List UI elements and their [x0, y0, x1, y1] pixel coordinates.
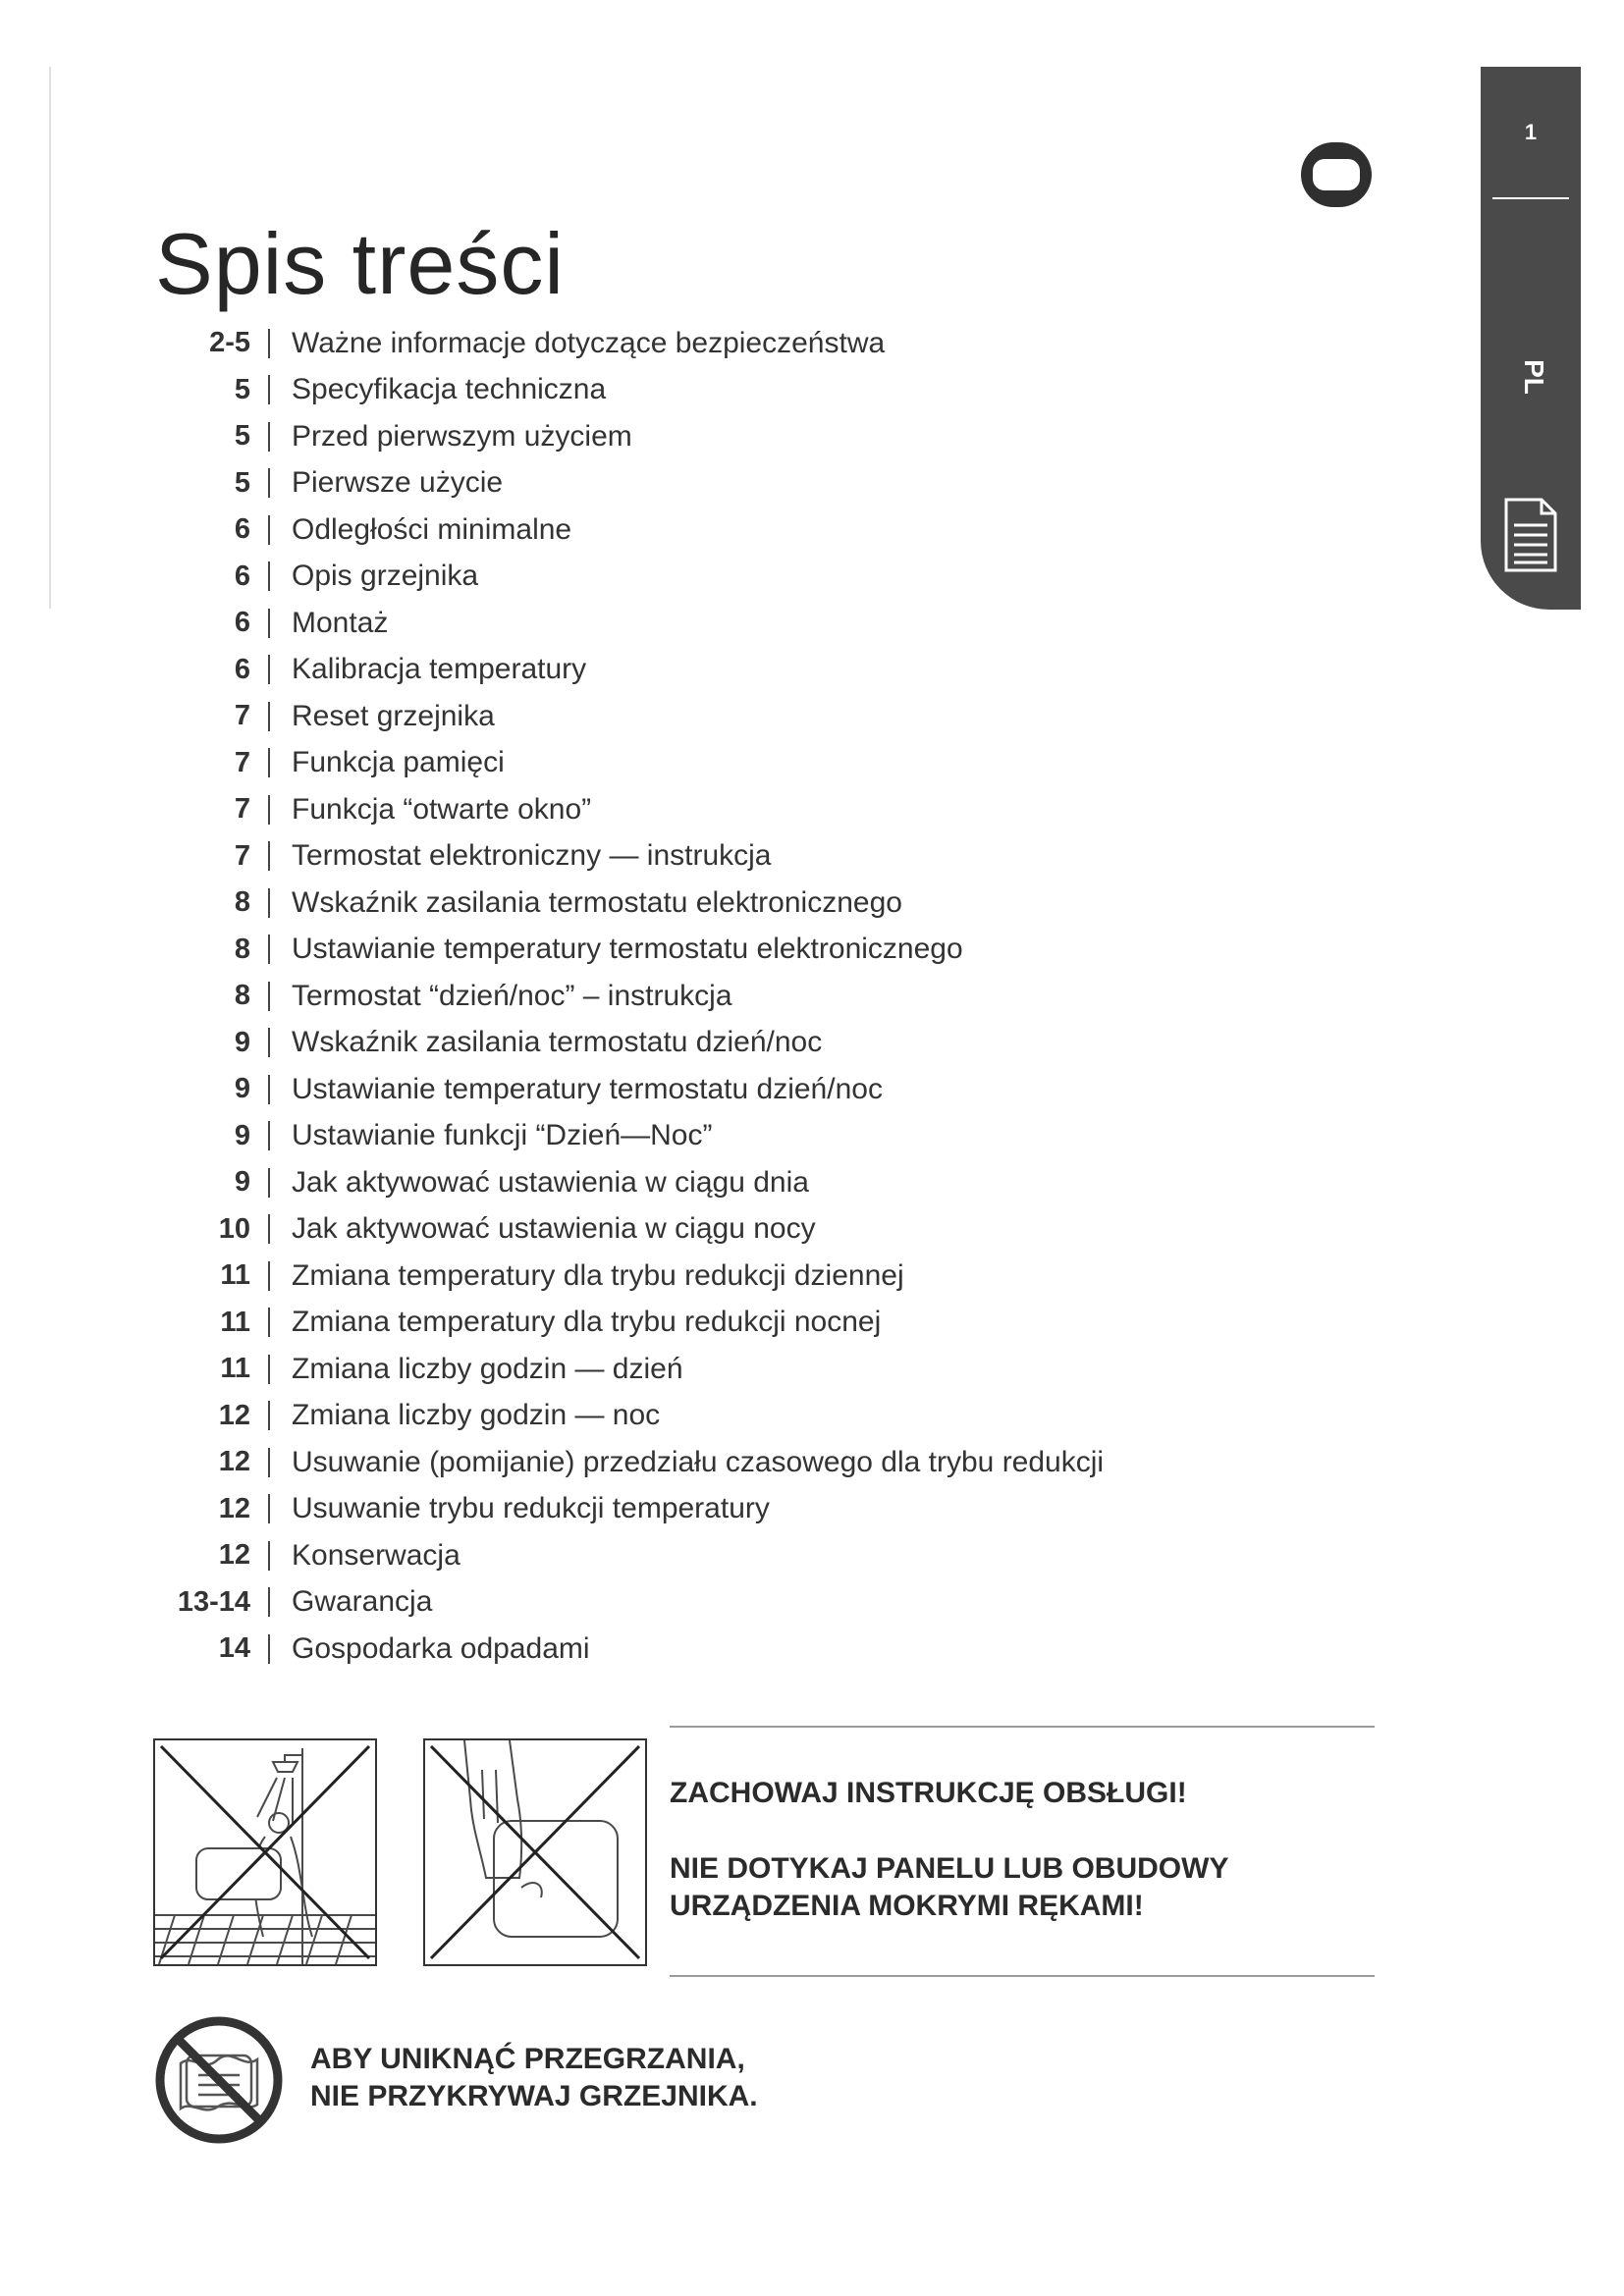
toc-separator — [268, 1401, 270, 1430]
toc-entry-label: Gwarancja — [292, 1585, 433, 1619]
toc-page-number: 9 — [234, 1166, 250, 1199]
toc-separator — [268, 1494, 270, 1523]
toc-entry-label: Usuwanie (pomijanie) przedziału czasowego dla trybu redukcji — [292, 1445, 1105, 1478]
toc-separator — [268, 1028, 270, 1057]
toc-page-number: 6 — [234, 607, 250, 639]
toc-entry-label: Ustawianie funkcji “Dzień—Noc” — [292, 1119, 713, 1152]
toc-entry-label: Opis grzejnika — [292, 560, 479, 593]
toc-entry-label: Usuwanie trybu redukcji temperatury — [292, 1492, 770, 1525]
toc-row — [147, 880, 1227, 927]
no-cover-warning-line-2: NIE PRZYKRYWAJ GRZEJNIKA. — [310, 2080, 758, 2112]
toc-row — [147, 1439, 1227, 1486]
toc-separator — [268, 1308, 270, 1337]
no-cover-warning — [310, 2041, 758, 2115]
toc-row — [147, 1066, 1227, 1113]
toc-page-number: 12 — [218, 1492, 250, 1524]
toc-entry-label: Ustawianie temperatury termostatu dzień/noc — [292, 1072, 883, 1105]
toc-row — [147, 693, 1227, 740]
toc-entry-label: Wskaźnik zasilania termostatu elektronicznego — [292, 885, 902, 919]
toc-row — [147, 1393, 1227, 1440]
warning-top-rule — [670, 1726, 1375, 1728]
toc-row — [147, 1253, 1227, 1300]
no-cover-warning-line-1: ABY UNIKNĄĆ PRZEGRZANIA, — [310, 2043, 745, 2075]
keep-instructions-warning: ZACHOWAJ INSTRUKCJĘ OBSŁUGI! — [670, 1777, 1187, 1809]
toc-row — [147, 1346, 1227, 1393]
toc-entry-label: Specyfikacja techniczna — [292, 373, 607, 406]
toc-entry-label: Funkcja “otwarte okno” — [292, 792, 592, 826]
toc-row — [147, 320, 1227, 367]
toc-entry-label: Reset grzejnika — [292, 699, 495, 732]
toc-entry-label: Funkcja pamięci — [292, 746, 505, 779]
toc-page-number: 5 — [234, 420, 250, 453]
toc-separator — [268, 1168, 270, 1198]
toc-separator — [268, 982, 270, 1011]
toc-entry-label: Przed pierwszym użyciem — [292, 419, 632, 453]
toc-entry-label: Zmiana temperatury dla trybu redukcji nocnej — [292, 1306, 882, 1339]
toc-page-number: 9 — [234, 1026, 250, 1058]
toc-row — [147, 833, 1227, 881]
toc-entry-label: Termostat “dzień/noc” – instrukcja — [292, 979, 732, 1012]
toc-page-number: 12 — [218, 1539, 250, 1572]
toc-separator — [268, 1261, 270, 1291]
toc-separator — [268, 1075, 270, 1104]
toc-entry-label: Gospodarka odpadami — [292, 1631, 590, 1665]
toc-row — [147, 1206, 1227, 1254]
toc-page-number: 12 — [218, 1399, 250, 1431]
toc-separator — [268, 1448, 270, 1477]
toc-separator — [268, 468, 270, 498]
toc-entry-label: Pierwsze użycie — [292, 466, 504, 500]
toc-page-number: 6 — [234, 653, 250, 685]
toc-separator — [268, 515, 270, 545]
table-of-contents — [147, 320, 1227, 1673]
toc-entry-label: Zmiana liczby godzin — noc — [292, 1399, 661, 1432]
toc-row — [147, 367, 1227, 414]
toc-entry-label: Jak aktywować ustawienia w ciągu dnia — [292, 1165, 809, 1199]
toc-page-number: 11 — [220, 1306, 250, 1338]
toc-page-number: 8 — [234, 933, 250, 965]
toc-separator — [268, 1121, 270, 1150]
toc-separator — [268, 934, 270, 964]
toc-page-number: 14 — [218, 1632, 250, 1665]
page-title: Spis treści — [155, 215, 565, 312]
toc-page-number: 9 — [234, 1119, 250, 1151]
toc-entry-label: Odległości minimalne — [292, 512, 572, 546]
toc-page-number: 13-14 — [177, 1585, 250, 1618]
toc-separator — [268, 702, 270, 731]
toc-row — [147, 973, 1227, 1020]
toc-page-number: 6 — [234, 560, 250, 592]
left-margin-rule — [49, 67, 51, 609]
toc-separator — [268, 375, 270, 404]
toc-page-number: 11 — [220, 1259, 250, 1292]
toc-page-number: 10 — [218, 1212, 250, 1245]
toc-page-number: 9 — [234, 1073, 250, 1105]
toc-entry-label: Kalibracja temperatury — [292, 653, 587, 686]
toc-entry-label: Zmiana temperatury dla trybu redukcji dziennej — [292, 1258, 904, 1292]
toc-row — [147, 647, 1227, 694]
toc-separator — [268, 1634, 270, 1664]
toc-row — [147, 1300, 1227, 1347]
toc-row — [147, 600, 1227, 647]
wet-hands-warning-line-2: URZĄDZENIA MOKRYMI RĘKAMI! — [670, 1890, 1144, 1922]
toc-page-number: 7 — [234, 793, 250, 826]
toc-separator — [268, 561, 270, 591]
toc-entry-label: Montaż — [292, 606, 389, 639]
toc-page-number: 5 — [234, 466, 250, 499]
toc-separator — [268, 1587, 270, 1617]
toc-page-number: 5 — [234, 373, 250, 405]
toc-row — [147, 1159, 1227, 1206]
toc-separator — [268, 1541, 270, 1571]
toc-page-number: 11 — [220, 1353, 250, 1385]
toc-page-number: 6 — [234, 513, 250, 546]
toc-separator — [268, 888, 270, 918]
brand-logo-icon — [1296, 137, 1377, 212]
toc-separator — [268, 1355, 270, 1384]
toc-separator — [268, 1214, 270, 1244]
toc-row — [147, 413, 1227, 460]
toc-page-number: 8 — [234, 886, 250, 919]
toc-entry-label: Ustawianie temperatury termostatu elektronicznego — [292, 933, 963, 966]
toc-row — [147, 554, 1227, 601]
toc-row — [147, 1113, 1227, 1160]
document-icon — [1498, 496, 1561, 574]
wet-hands-warning-line-1: NIE DOTYKAJ PANELU LUB OBUDOWY — [670, 1852, 1229, 1885]
side-tab — [1481, 67, 1581, 610]
toc-page-number: 7 — [234, 746, 250, 778]
toc-row — [147, 460, 1227, 507]
toc-separator — [268, 609, 270, 638]
toc-row — [147, 1532, 1227, 1579]
toc-page-number: 2-5 — [209, 327, 250, 359]
toc-entry-label: Jak aktywować ustawienia w ciągu nocy — [292, 1212, 816, 1246]
toc-entry-label: Termostat elektroniczny — instrukcja — [292, 839, 772, 873]
no-shower-pictogram — [153, 1738, 377, 1966]
toc-row — [147, 507, 1227, 554]
toc-page-number: 7 — [234, 700, 250, 732]
toc-separator — [268, 329, 270, 358]
toc-entry-label: Wskaźnik zasilania termostatu dzień/noc — [292, 1026, 823, 1059]
toc-entry-label: Zmiana liczby godzin — dzień — [292, 1352, 683, 1385]
no-wet-hands-pictogram — [423, 1738, 647, 1966]
toc-row — [147, 786, 1227, 833]
toc-separator — [268, 422, 270, 452]
toc-entry-label: Ważne informacje dotyczące bezpieczeństwa — [292, 326, 886, 359]
toc-separator — [268, 841, 270, 871]
toc-row — [147, 1579, 1227, 1627]
page-number: 1 — [1524, 120, 1538, 144]
toc-row — [147, 1486, 1227, 1533]
toc-entry-label: Konserwacja — [292, 1538, 460, 1572]
language-code: PL — [1519, 359, 1549, 395]
toc-page-number: 7 — [234, 839, 250, 872]
toc-separator — [268, 655, 270, 684]
toc-row — [147, 740, 1227, 787]
warning-bottom-rule — [670, 1975, 1375, 1977]
toc-separator — [268, 795, 270, 825]
toc-page-number: 12 — [218, 1446, 250, 1478]
toc-row — [147, 1020, 1227, 1067]
tab-divider — [1492, 197, 1569, 199]
do-not-cover-icon — [153, 2014, 285, 2146]
toc-row — [147, 927, 1227, 974]
toc-row — [147, 1626, 1227, 1673]
toc-page-number: 8 — [234, 980, 250, 1012]
toc-separator — [268, 748, 270, 777]
